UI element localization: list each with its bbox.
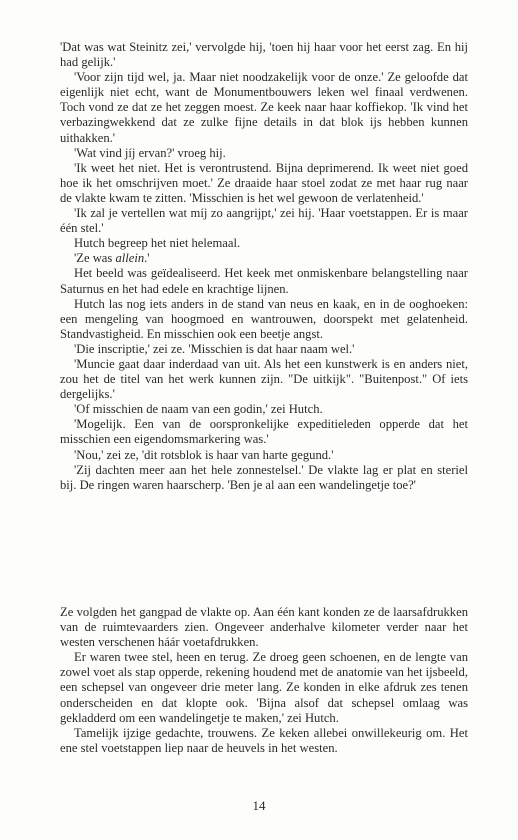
paragraph: Het beeld was geïdealiseerd. Het keek met onmiskenbare belangstelling naar Saturnus en het had edele en krachtige lijnen. bbox=[60, 266, 468, 296]
text-section-bottom bbox=[60, 605, 468, 756]
paragraph: 'Ik weet het niet. Het is verontrustend. Bijna deprimerend. Ik weet niet goed hoe ik het omschrijven moet.' Ze draaide haar stoel zodat ze met haar rug naar de vlakte kwam te zitten. 'Misschien is het wel gewoon de verlatenheid.' bbox=[60, 160, 468, 205]
paragraph: Ze volgden het gangpad de vlakte op. Aan één kant konden ze de laarsafdrukken van de ruimtevaarders zien. Ongeveer anderhalve kilometer verder naar het westen verschenen háár voetafdrukken. bbox=[60, 605, 468, 650]
paragraph: 'Zij dachten meer aan het hele zonnestelsel.' De vlakte lag er plat en steriel bij. De ringen waren haarscherp. 'Ben je al aan een wandelingetje toe?' bbox=[60, 462, 468, 492]
paragraph: 'Nou,' zei ze, 'dit rotsblok is haar van harte gegund.' bbox=[74, 447, 334, 462]
paragraph: 'Dat was wat Steinitz zei,' vervolgde hij, 'toen hij haar voor het eerst zag. En hij had gelijk.' bbox=[60, 40, 468, 70]
paragraph: 'Of misschien de naam van een godin,' zei Hutch. bbox=[74, 402, 323, 417]
text-section-top bbox=[60, 40, 468, 493]
paragraph: Hutch begreep het niet helemaal. bbox=[74, 236, 241, 251]
paragraph: 'Muncie gaat daar inderdaad van uit. Als het een kunstwerk is en anders niet, zou het de titel van het werk kunnen zijn. "De uitkijk". "Buitenpost." Of iets dergelijks.' bbox=[60, 356, 468, 402]
paragraph: 'Mogelijk. Een van de oorspronkelijke expeditieleden opperde dat het misschien een eigendomsmarkering was.' bbox=[60, 417, 468, 447]
page-number: 14 bbox=[252, 798, 266, 813]
paragraph: Tamelijk ijzige gedachte, trouwens. Ze keken allebei onwillekeurig om. Het ene stel voetstappen liep naar de heuvels in het westen. bbox=[60, 725, 468, 755]
paragraph-italic-line: 'Ze was allein.' bbox=[74, 251, 150, 266]
italic-word: allein bbox=[115, 251, 145, 266]
paragraph: Er waren twee stel, heen en terug. Ze droeg geen schoenen, en de lengte van zowel voet als stap opperde, rekening houdend met de anatomie van het ijsbeeld, een schepsel van ongeveer drie meter lang. Ze konden in elke afdruk zes tenen onderscheiden en dat klopte ook. 'Bijna alsof dat schepsel omlaag was gekladderd om een wandelingetje te maken,' zei Hutch. bbox=[60, 650, 468, 725]
paragraph: 'Voor zijn tijd wel, ja. Maar niet noodzakelijk voor de onze.' Ze geloofde dat eigenlijk niet echt, want de Monumentbouwers leken wel finaal verdwenen. Toch vond ze dat ze het zeggen moest. Ze keek naar haar koffiekop. 'Ik vind het verbazingwekkend dat ze zulke fijne details in dat blok ijs hebben kunnen uithakken.' bbox=[60, 70, 468, 145]
paragraph: 'Die inscriptie,' zei ze. 'Misschien is dat haar naam wel.' bbox=[74, 341, 355, 356]
paragraph: 'Wat vind jíj ervan?' vroeg hij. bbox=[74, 145, 226, 160]
paragraph: 'Ik zal je vertellen wat míj zo aangrijpt,' zei hij. 'Haar voetstappen. Er is maar één stel.' bbox=[60, 206, 468, 236]
paragraph: Hutch las nog iets anders in de stand van neus en kaak, en in de ooghoeken: een mengeling van hoogmoed en wantrouwen, doorspekt met gelatenheid. Standvastigheid. En misschien ook een beetje angst. bbox=[60, 296, 468, 341]
paragraph bbox=[60, 251, 468, 266]
